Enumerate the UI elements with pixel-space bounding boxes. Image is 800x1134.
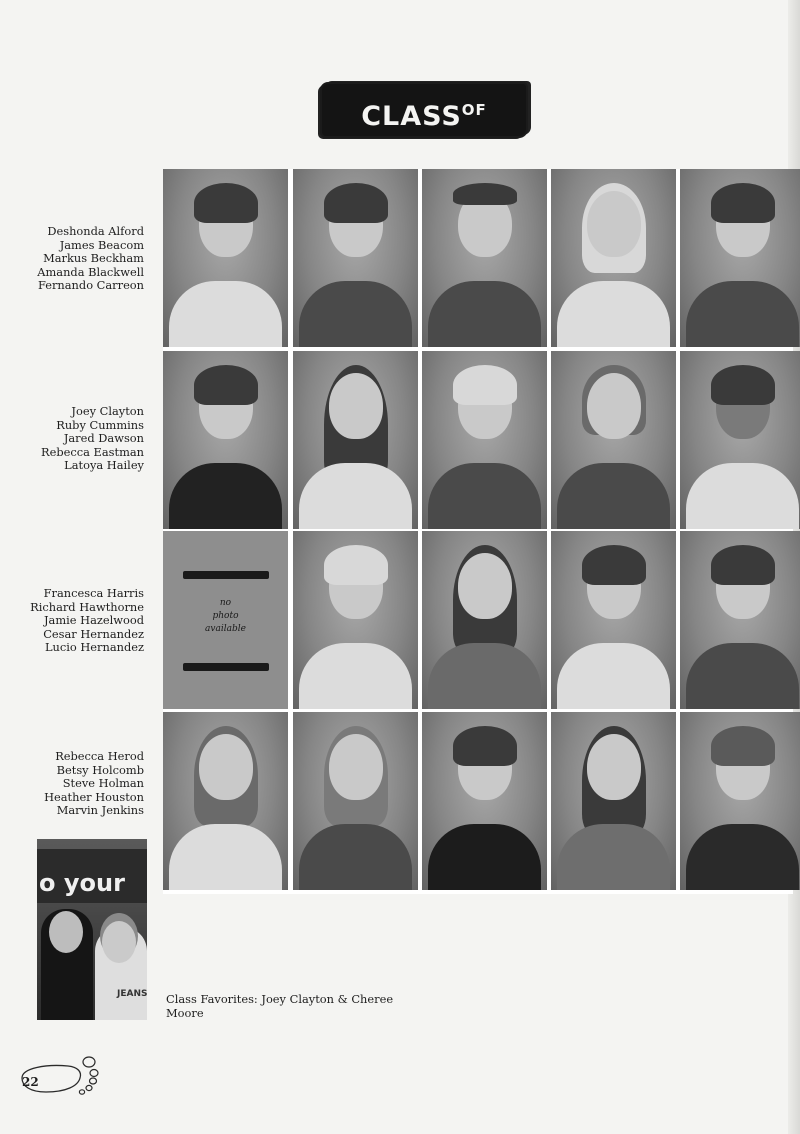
class-favorites-caption: Class Favorites: Joey Clayton & Cheree Moore <box>166 992 394 1020</box>
page-number: 22 <box>22 1075 39 1089</box>
portrait-photo <box>551 351 676 529</box>
student-name: Jared Dawson <box>63 431 144 446</box>
student-name: Joey Clayton <box>71 404 144 418</box>
no-photo-message: no photo available <box>205 598 246 634</box>
student-name: Heather Houston <box>44 789 144 804</box>
student-name: Rebecca Herod <box>55 749 144 763</box>
student-name: Amanda Blackwell <box>37 264 144 279</box>
portrait-photo <box>551 169 676 347</box>
portrait-photo <box>293 712 418 890</box>
row-2-names <box>10 405 144 473</box>
portrait-photo <box>163 169 288 347</box>
banner-of-text: OF <box>461 101 487 119</box>
photo-sign-text: o your <box>39 869 125 897</box>
portrait-photo <box>422 712 547 890</box>
student-name: Betsy Holcomb <box>56 762 144 777</box>
portrait-photo <box>293 169 418 347</box>
banner-class-text: CLASS <box>361 101 462 132</box>
class-banner-title <box>322 84 526 136</box>
student-name: Markus Beckham <box>43 251 144 266</box>
portrait-photo <box>163 712 288 890</box>
student-name: Richard Hawthorne <box>30 599 144 614</box>
class-banner <box>322 84 526 136</box>
portrait-photo <box>680 351 800 529</box>
portrait-photo <box>293 531 418 709</box>
portrait-photo <box>680 531 800 709</box>
row-3-names <box>10 587 144 655</box>
torn-strip-top <box>183 571 269 579</box>
torn-strip-bottom <box>183 663 269 671</box>
student-name: Francesca Harris <box>43 586 144 600</box>
student-name: Deshonda Alford <box>47 224 144 238</box>
no-photo-placeholder <box>163 531 288 709</box>
student-name: Jamie Hazelwood <box>43 613 144 628</box>
student-name: Latoya Hailey <box>64 458 144 473</box>
portrait-photo <box>551 712 676 890</box>
portrait-photo <box>680 169 800 347</box>
student-name: Fernando Carreon <box>37 278 144 293</box>
student-name: Lucio Hernandez <box>44 640 144 655</box>
student-name: Steve Holman <box>62 776 144 791</box>
portrait-photo <box>422 531 547 709</box>
portrait-photo <box>163 351 288 529</box>
person-right-head <box>102 921 136 963</box>
student-name: Ruby Cummins <box>56 417 144 432</box>
portrait-photo <box>551 531 676 709</box>
portrait-photo <box>422 169 547 347</box>
class-favorites-photo <box>37 839 147 1020</box>
portrait-grid <box>163 169 793 894</box>
portrait-photo <box>293 351 418 529</box>
row-1-names <box>10 225 144 293</box>
student-name: Rebecca Eastman <box>41 444 144 459</box>
portrait-photo <box>680 712 800 890</box>
student-name: James Beacom <box>59 237 144 252</box>
row-4-names <box>10 750 144 818</box>
portrait-photo <box>422 351 547 529</box>
shirt-text: JEANS <box>117 989 147 999</box>
student-name: Marvin Jenkins <box>56 803 144 818</box>
person-left-head <box>49 911 83 953</box>
student-name: Cesar Hernandez <box>43 626 144 641</box>
